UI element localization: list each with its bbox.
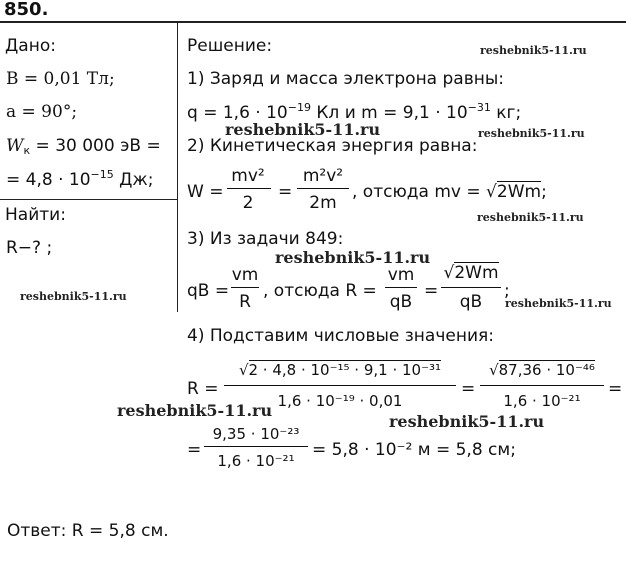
- mass-unit: кг;: [490, 103, 522, 123]
- header-divider: [0, 21, 626, 23]
- sqrt-icon: √: [489, 361, 499, 379]
- mass-value: Кл и m = 9,1 · 10: [310, 103, 468, 123]
- w-f2-den: 2m: [309, 193, 337, 213]
- qb-f3-num: [439, 263, 503, 283]
- watermark: reshebnik5-11.ru: [275, 248, 431, 267]
- find-line: R−? ;: [6, 238, 53, 258]
- r-f1-den: 1,6 · 10⁻¹⁹ · 0,01: [277, 392, 403, 410]
- watermark: reshebnik5-11.ru: [389, 412, 545, 431]
- w-f1-num: mv²: [231, 166, 265, 186]
- r2-f-num: 9,35 · 10⁻²³: [212, 425, 300, 443]
- given-kinetic-energy: [6, 136, 161, 156]
- w-tail: [352, 182, 547, 202]
- sqrt-icon: √: [486, 182, 497, 202]
- qb-f2-num: vm: [387, 265, 415, 285]
- solution-header: Решение:: [187, 36, 273, 56]
- w-eq: =: [278, 182, 293, 202]
- r-eq1: =: [461, 379, 476, 399]
- r2-tail: = 5,8 · 10⁻² м = 5,8 см;: [312, 440, 516, 460]
- r-f1-bar: [224, 385, 456, 386]
- given-b: B = 0,01 Тл;: [6, 69, 115, 89]
- w-joule-value: = 4,8 · 10: [6, 170, 91, 190]
- qb-f2-bar: [385, 287, 417, 288]
- w-symbol: W: [6, 136, 24, 156]
- w-f2-bar: [297, 188, 349, 189]
- qb-f1-den: R: [239, 292, 251, 312]
- r2-f-den: 1,6 · 10⁻²¹: [217, 452, 295, 470]
- r-f2-num-text: 87,36 · 10⁻⁴⁶: [498, 361, 595, 379]
- w-sqrt-body: 2Wm: [496, 182, 542, 202]
- find-header: Найти:: [5, 205, 66, 225]
- watermark: reshebnik5-11.ru: [477, 211, 584, 224]
- w-f1-den: 2: [242, 193, 254, 213]
- step-4: 4) Подставим числовые значения:: [187, 326, 494, 346]
- w-tail-text: , отсюда mv =: [352, 182, 487, 202]
- r-f2-bar: [480, 385, 604, 386]
- given-kinetic-energy-joules: [6, 170, 153, 190]
- charge-value: q = 1,6 · 10: [187, 103, 288, 123]
- sqrt-icon: √: [238, 361, 249, 379]
- r-f1-num-text: 2 · 4,8 · 10⁻¹⁵ · 9,1 · 10⁻³¹: [248, 361, 442, 379]
- watermark: reshebnik5-11.ru: [478, 127, 585, 140]
- w-f2-num: m²v²: [302, 166, 344, 186]
- qb-lhs: qB =: [187, 281, 230, 301]
- w-sub: к: [23, 144, 31, 157]
- w-rest: = 30 000 эВ =: [30, 136, 161, 156]
- w-joule-exp: −15: [90, 168, 114, 181]
- step-3: 3) Из задачи 849:: [187, 229, 344, 249]
- sqrt-icon: √: [443, 263, 455, 283]
- watermark: reshebnik5-11.ru: [505, 297, 612, 310]
- given-header: Дано:: [5, 36, 56, 56]
- r2-f-bar: [204, 446, 308, 447]
- given-alpha: a = 90°;: [6, 102, 78, 122]
- qb-f3-num-text: 2Wm: [454, 263, 499, 283]
- watermark: reshebnik5-11.ru: [20, 290, 127, 303]
- r2-lhs: =: [187, 440, 202, 460]
- charge-exp: −19: [287, 101, 311, 114]
- qb-eq: =: [424, 281, 439, 301]
- watermark: reshebnik5-11.ru: [480, 44, 587, 57]
- watermark: reshebnik5-11.ru: [117, 401, 273, 420]
- step-1: 1) Заряд и масса электрона равны:: [187, 69, 504, 89]
- w-end: ;: [541, 182, 547, 202]
- r-f1-num: [222, 360, 458, 380]
- w-f1-bar: [227, 188, 271, 189]
- qb-f3-bar: [441, 287, 501, 288]
- w-formula-lhs: W =: [187, 182, 224, 202]
- qb-end: ;: [504, 281, 510, 301]
- r-f2-num: [478, 360, 606, 380]
- r-lhs: R =: [187, 379, 219, 399]
- step-2: 2) Кинетическая энергия равна:: [187, 136, 478, 156]
- r-eq2: =: [608, 379, 623, 399]
- qb-f2-den: qB: [389, 292, 413, 312]
- answer: Ответ: R = 5,8 см.: [7, 521, 169, 541]
- qb-f1-bar: [231, 287, 259, 288]
- qb-f3-den: qB: [459, 292, 483, 312]
- qb-mid: , отсюда R =: [263, 281, 377, 301]
- qb-f1-num: vm: [231, 265, 259, 285]
- watermark: reshebnik5-11.ru: [225, 120, 381, 139]
- w-joule-unit: Дж;: [113, 170, 154, 190]
- given-column-divider: [177, 22, 178, 312]
- mass-exp: −31: [467, 101, 491, 114]
- problem-number: 850.: [4, 0, 49, 20]
- r-f2-den: 1,6 · 10⁻²¹: [503, 392, 581, 410]
- given-find-divider: [0, 199, 178, 200]
